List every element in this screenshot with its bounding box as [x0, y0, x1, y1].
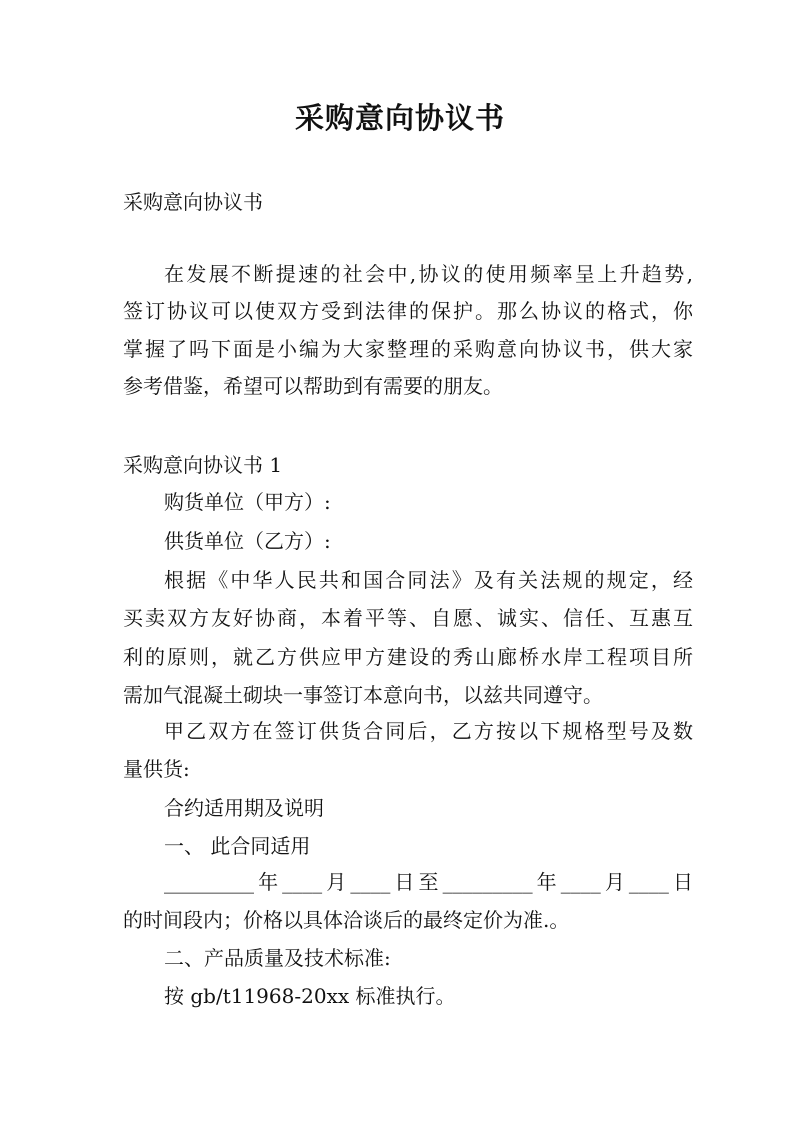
item1-date-line: _________年____月____日至_________年____月____日: [164, 870, 693, 894]
item2-text: 按 gb/t11968-20xx 标准执行。: [164, 984, 456, 1008]
basis-line: 利的原则，就乙方供应甲方建设的秀山廊桥水岸工程项目所: [123, 645, 693, 669]
intro-line: 参考借鉴，希望可以帮助到有需要的朋友。: [123, 374, 503, 398]
supply-line: 量供货:: [123, 757, 190, 781]
supply-line: 甲乙双方在签订供货合同后，乙方按以下规格型号及数: [164, 719, 693, 743]
supplier-line: 供货单位（乙方）:: [164, 529, 331, 553]
section-heading: 采购意向协议书 1: [123, 453, 283, 477]
basis-line: 根据《中华人民共和国合同法》及有关法规的规定，经: [164, 568, 693, 592]
item1-tail: 的时间段内；价格以具体洽谈后的最终定价为准.。: [123, 908, 570, 932]
intro-line: 在发展不断提速的社会中,协议的使用频率呈上升趋势,: [164, 262, 693, 286]
intro-line: 签订协议可以使双方受到法律的保护。那么协议的格式，你: [123, 299, 693, 323]
item1-heading: 一、 此合同适用: [164, 834, 311, 858]
document-title: 采购意向协议书: [294, 101, 505, 135]
contract-period-heading: 合约适用期及说明: [164, 796, 324, 820]
buyer-line: 购货单位（甲方）:: [164, 490, 331, 514]
document-subtitle: 采购意向协议书: [123, 190, 263, 214]
item2-heading: 二、产品质量及技术标准:: [164, 946, 391, 970]
basis-line: 买卖双方友好协商，本着平等、自愿、诚实、信任、互惠互: [123, 606, 693, 630]
intro-line: 掌握了吗下面是小编为大家整理的采购意向协议书，供大家: [123, 337, 693, 361]
basis-line: 需加气混凝土砌块一事签订本意向书，以兹共同遵守。: [123, 683, 603, 707]
